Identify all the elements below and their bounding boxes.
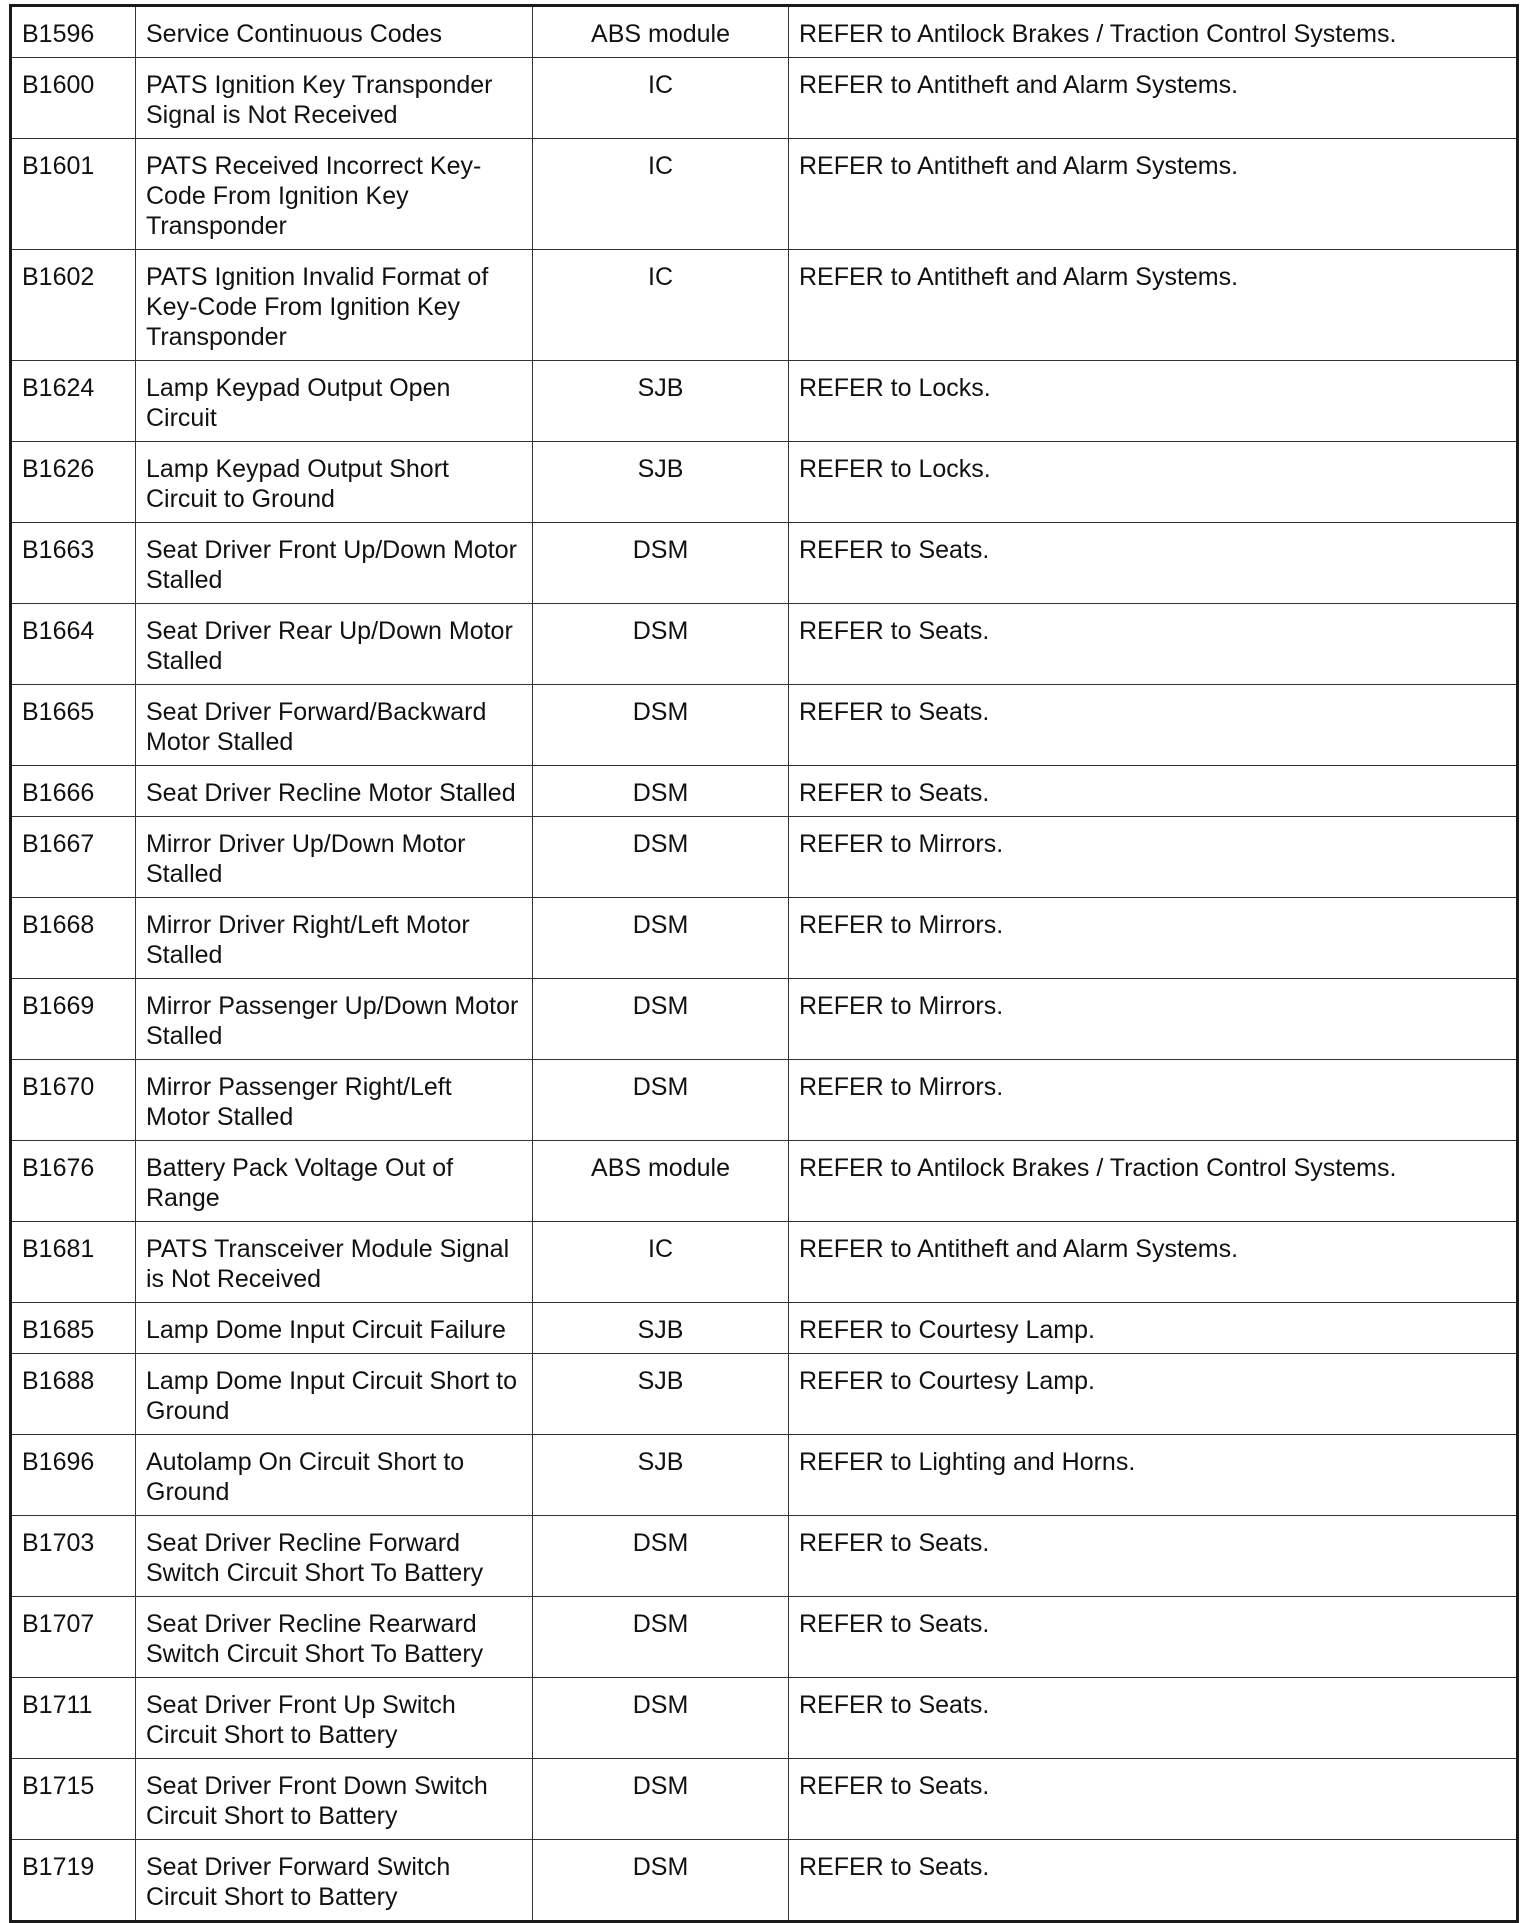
dtc-code-cell: B1676 xyxy=(11,1141,136,1222)
dtc-module-cell: DSM xyxy=(533,979,789,1060)
table-row xyxy=(11,361,1518,442)
dtc-module-cell: ABS module xyxy=(533,6,789,58)
dtc-description-cell: PATS Transceiver Module Signal is Not Received xyxy=(136,1222,533,1303)
dtc-code-cell: B1600 xyxy=(11,58,136,139)
dtc-description-cell: Service Continuous Codes xyxy=(136,6,533,58)
table-row xyxy=(11,250,1518,361)
dtc-action-cell: REFER to Seats. xyxy=(789,523,1518,604)
dtc-description-cell: PATS Ignition Invalid Format of Key-Code From Ignition Key Transponder xyxy=(136,250,533,361)
dtc-description-cell: Mirror Passenger Up/Down Motor Stalled xyxy=(136,979,533,1060)
dtc-module-cell: DSM xyxy=(533,523,789,604)
dtc-action-cell: REFER to Seats. xyxy=(789,1597,1518,1678)
dtc-code-cell: B1670 xyxy=(11,1060,136,1141)
dtc-module-cell: SJB xyxy=(533,1435,789,1516)
dtc-action-cell: REFER to Antitheft and Alarm Systems. xyxy=(789,250,1518,361)
dtc-description-cell: Seat Driver Recline Motor Stalled xyxy=(136,766,533,817)
dtc-module-cell: IC xyxy=(533,1222,789,1303)
dtc-action-cell: REFER to Mirrors. xyxy=(789,817,1518,898)
dtc-module-cell: IC xyxy=(533,139,789,250)
dtc-code-cell: B1688 xyxy=(11,1354,136,1435)
dtc-action-cell: REFER to Seats. xyxy=(789,685,1518,766)
dtc-code-cell: B1681 xyxy=(11,1222,136,1303)
dtc-action-cell: REFER to Antitheft and Alarm Systems. xyxy=(789,58,1518,139)
table-row xyxy=(11,1303,1518,1354)
dtc-module-cell: DSM xyxy=(533,898,789,979)
table-row xyxy=(11,6,1518,58)
dtc-module-cell: DSM xyxy=(533,1060,789,1141)
dtc-description-cell: Seat Driver Forward Switch Circuit Short to Battery xyxy=(136,1840,533,1922)
dtc-module-cell: IC xyxy=(533,250,789,361)
table-row xyxy=(11,523,1518,604)
dtc-code-cell: B1668 xyxy=(11,898,136,979)
dtc-description-cell: Lamp Dome Input Circuit Short to Ground xyxy=(136,1354,533,1435)
table-row xyxy=(11,1141,1518,1222)
dtc-code-cell: B1624 xyxy=(11,361,136,442)
dtc-action-cell: REFER to Seats. xyxy=(789,604,1518,685)
dtc-action-cell: REFER to Locks. xyxy=(789,442,1518,523)
dtc-action-cell: REFER to Seats. xyxy=(789,1516,1518,1597)
dtc-code-cell: B1626 xyxy=(11,442,136,523)
table-row xyxy=(11,1060,1518,1141)
dtc-description-cell: Lamp Keypad Output Open Circuit xyxy=(136,361,533,442)
dtc-module-cell: DSM xyxy=(533,766,789,817)
table-row xyxy=(11,1354,1518,1435)
dtc-description-cell: Mirror Passenger Right/Left Motor Stalled xyxy=(136,1060,533,1141)
dtc-action-cell: REFER to Mirrors. xyxy=(789,898,1518,979)
dtc-action-cell: REFER to Antitheft and Alarm Systems. xyxy=(789,139,1518,250)
table-row xyxy=(11,1840,1518,1922)
dtc-module-cell: DSM xyxy=(533,604,789,685)
dtc-module-cell: DSM xyxy=(533,1516,789,1597)
dtc-description-cell: Seat Driver Rear Up/Down Motor Stalled xyxy=(136,604,533,685)
table-row xyxy=(11,898,1518,979)
dtc-module-cell: DSM xyxy=(533,1597,789,1678)
dtc-code-cell: B1669 xyxy=(11,979,136,1060)
table-row xyxy=(11,1759,1518,1840)
table-row xyxy=(11,1222,1518,1303)
dtc-description-cell: Battery Pack Voltage Out of Range xyxy=(136,1141,533,1222)
dtc-action-cell: REFER to Antitheft and Alarm Systems. xyxy=(789,1222,1518,1303)
dtc-action-cell: REFER to Locks. xyxy=(789,361,1518,442)
dtc-description-cell: PATS Received Incorrect Key-Code From Ignition Key Transponder xyxy=(136,139,533,250)
dtc-code-cell: B1663 xyxy=(11,523,136,604)
dtc-description-cell: Lamp Dome Input Circuit Failure xyxy=(136,1303,533,1354)
dtc-module-cell: ABS module xyxy=(533,1141,789,1222)
dtc-action-cell: REFER to Courtesy Lamp. xyxy=(789,1303,1518,1354)
dtc-description-cell: Autolamp On Circuit Short to Ground xyxy=(136,1435,533,1516)
dtc-description-cell: Seat Driver Front Down Switch Circuit Short to Battery xyxy=(136,1759,533,1840)
table-row xyxy=(11,604,1518,685)
dtc-code-cell: B1715 xyxy=(11,1759,136,1840)
dtc-code-cell: B1601 xyxy=(11,139,136,250)
table-row xyxy=(11,139,1518,250)
table-row xyxy=(11,1678,1518,1759)
dtc-code-cell: B1596 xyxy=(11,6,136,58)
dtc-module-cell: SJB xyxy=(533,442,789,523)
dtc-description-cell: Seat Driver Forward/Backward Motor Stalled xyxy=(136,685,533,766)
table-row xyxy=(11,1597,1518,1678)
dtc-code-cell: B1665 xyxy=(11,685,136,766)
dtc-module-cell: SJB xyxy=(533,1303,789,1354)
dtc-code-cell: B1703 xyxy=(11,1516,136,1597)
dtc-module-cell: IC xyxy=(533,58,789,139)
dtc-code-cell: B1666 xyxy=(11,766,136,817)
dtc-description-cell: Seat Driver Recline Forward Switch Circuit Short To Battery xyxy=(136,1516,533,1597)
dtc-description-cell: Lamp Keypad Output Short Circuit to Ground xyxy=(136,442,533,523)
dtc-table-body xyxy=(11,6,1518,1922)
dtc-code-cell: B1685 xyxy=(11,1303,136,1354)
dtc-module-cell: SJB xyxy=(533,1354,789,1435)
dtc-code-cell: B1711 xyxy=(11,1678,136,1759)
table-row xyxy=(11,442,1518,523)
dtc-description-cell: PATS Ignition Key Transponder Signal is Not Received xyxy=(136,58,533,139)
dtc-table xyxy=(9,4,1519,1923)
dtc-action-cell: REFER to Seats. xyxy=(789,766,1518,817)
document-page xyxy=(9,4,1516,1911)
dtc-module-cell: DSM xyxy=(533,1759,789,1840)
table-row xyxy=(11,766,1518,817)
dtc-action-cell: REFER to Antilock Brakes / Traction Control Systems. xyxy=(789,6,1518,58)
dtc-action-cell: REFER to Seats. xyxy=(789,1759,1518,1840)
dtc-description-cell: Mirror Driver Right/Left Motor Stalled xyxy=(136,898,533,979)
dtc-module-cell: SJB xyxy=(533,361,789,442)
dtc-action-cell: REFER to Lighting and Horns. xyxy=(789,1435,1518,1516)
dtc-module-cell: DSM xyxy=(533,685,789,766)
dtc-action-cell: REFER to Mirrors. xyxy=(789,979,1518,1060)
dtc-code-cell: B1696 xyxy=(11,1435,136,1516)
table-row xyxy=(11,817,1518,898)
dtc-module-cell: DSM xyxy=(533,817,789,898)
dtc-code-cell: B1664 xyxy=(11,604,136,685)
dtc-description-cell: Seat Driver Front Up Switch Circuit Short to Battery xyxy=(136,1678,533,1759)
table-row xyxy=(11,685,1518,766)
dtc-module-cell: DSM xyxy=(533,1840,789,1922)
dtc-code-cell: B1719 xyxy=(11,1840,136,1922)
dtc-action-cell: REFER to Mirrors. xyxy=(789,1060,1518,1141)
dtc-description-cell: Mirror Driver Up/Down Motor Stalled xyxy=(136,817,533,898)
table-row xyxy=(11,1435,1518,1516)
dtc-code-cell: B1667 xyxy=(11,817,136,898)
dtc-description-cell: Seat Driver Front Up/Down Motor Stalled xyxy=(136,523,533,604)
table-row xyxy=(11,58,1518,139)
dtc-code-cell: B1602 xyxy=(11,250,136,361)
dtc-action-cell: REFER to Seats. xyxy=(789,1840,1518,1922)
table-row xyxy=(11,979,1518,1060)
table-row xyxy=(11,1516,1518,1597)
dtc-action-cell: REFER to Antilock Brakes / Traction Control Systems. xyxy=(789,1141,1518,1222)
dtc-code-cell: B1707 xyxy=(11,1597,136,1678)
dtc-description-cell: Seat Driver Recline Rearward Switch Circuit Short To Battery xyxy=(136,1597,533,1678)
dtc-action-cell: REFER to Courtesy Lamp. xyxy=(789,1354,1518,1435)
dtc-action-cell: REFER to Seats. xyxy=(789,1678,1518,1759)
dtc-module-cell: DSM xyxy=(533,1678,789,1759)
